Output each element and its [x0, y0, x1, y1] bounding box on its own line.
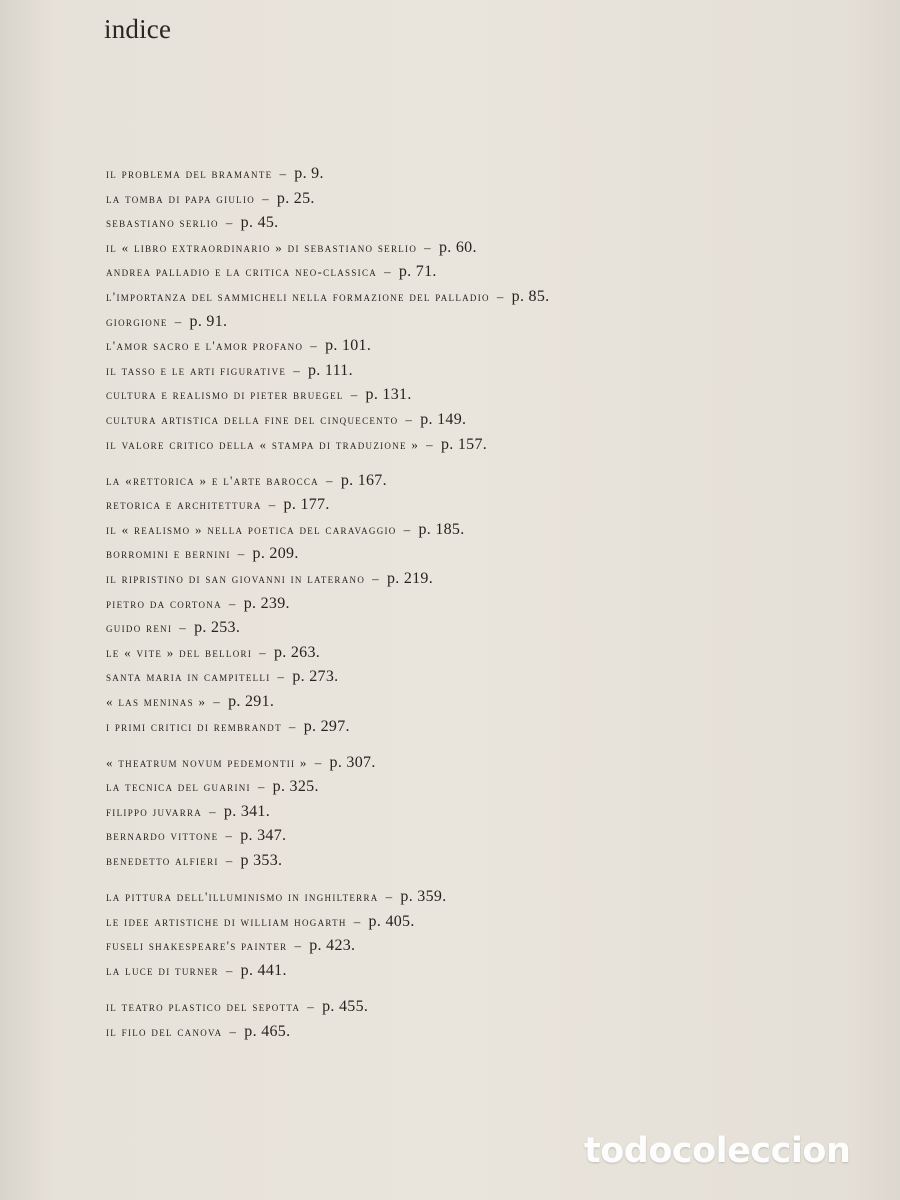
entry-separator: –	[350, 387, 359, 403]
entry-title: fuseli shakespeare's painter	[106, 938, 288, 954]
entry-page-number: p. 45.	[240, 214, 279, 232]
toc-entry	[106, 1020, 860, 1045]
toc-entry	[106, 187, 860, 212]
entry-title: il filo del canova	[106, 1023, 223, 1039]
entry-title: l'amor sacro e l'amor profano	[106, 338, 304, 354]
toc-entry	[106, 959, 860, 984]
entry-title: il ripristino di san giovanni in laterano	[106, 571, 366, 586]
entry-title: la «rettorica » e l'arte barocca	[106, 472, 319, 488]
toc-entry	[106, 775, 860, 800]
entry-separator: –	[262, 190, 270, 206]
entry-page-number: p. 91.	[189, 312, 228, 330]
entry-separator: –	[426, 436, 434, 452]
entry-title: guido reni	[106, 620, 173, 636]
entry-title: sebastiano serlio	[106, 215, 219, 231]
entry-page-number: p. 341.	[223, 802, 271, 820]
entry-page-number: p. 209.	[252, 545, 299, 563]
toc-entry	[106, 383, 860, 408]
entry-separator: –	[294, 938, 303, 954]
toc-entry	[106, 690, 860, 715]
toc-group	[106, 162, 860, 457]
entry-separator: –	[213, 693, 222, 709]
entry-separator: –	[225, 828, 234, 844]
entry-separator: –	[228, 595, 237, 611]
toc-entry	[106, 885, 860, 910]
entry-separator: –	[225, 962, 234, 978]
entry-title: i primi critici di rembrandt	[106, 718, 282, 734]
entry-separator: –	[293, 362, 301, 378]
entry-separator: –	[314, 754, 323, 770]
entry-page-number: p. 291.	[228, 692, 275, 710]
entry-separator: –	[353, 913, 362, 929]
entry-title: il valore critico della « stampa di traduzione »	[106, 436, 420, 452]
table-of-contents	[106, 162, 860, 1056]
entry-separator: –	[259, 644, 267, 660]
entry-page-number: p. 465.	[244, 1022, 291, 1040]
toc-entry	[106, 995, 860, 1020]
entry-title: pietro da cortona	[106, 595, 222, 611]
entry-page-number: p. 157.	[440, 435, 488, 453]
entry-separator: –	[326, 472, 334, 488]
entry-separator: –	[179, 620, 188, 636]
entry-separator: –	[403, 521, 412, 537]
entry-title: l'importanza del sammicheli nella formazione del palladio	[106, 288, 490, 304]
toc-entry	[106, 849, 860, 874]
entry-title: la pittura dell'illuminismo in inghilterra	[106, 889, 379, 905]
toc-entry	[106, 469, 860, 494]
entry-separator: –	[372, 571, 380, 586]
entry-separator: –	[424, 239, 432, 255]
entry-title: cultura e realismo di pieter bruegel	[106, 387, 344, 403]
entry-separator: –	[225, 853, 234, 869]
entry-page-number: p. 347.	[240, 827, 287, 845]
entry-page-number: p. 9.	[294, 165, 324, 182]
entry-title: il teatro plastico del sepotta	[106, 999, 301, 1014]
entry-title: le idee artistiche di william hogarth	[106, 913, 347, 929]
entry-title: giorgione	[106, 313, 168, 329]
entry-title: la luce di turner	[106, 962, 219, 978]
entry-page-number: p. 85.	[511, 287, 550, 305]
entry-separator: –	[384, 264, 392, 280]
entry-title: il « libro extraordinario » di sebastiano serlio	[106, 239, 418, 255]
entry-page-number: p. 219.	[386, 570, 434, 587]
entry-title: bernardo vittone	[106, 828, 219, 844]
toc-entry	[106, 800, 860, 825]
entry-page-number: p. 359.	[400, 888, 447, 906]
entry-title: « las meninas »	[106, 693, 207, 709]
entry-separator: –	[229, 1023, 238, 1039]
toc-entry	[106, 310, 860, 335]
entry-title: la tomba di papa giulio	[106, 190, 256, 206]
watermark-logo: todocoleccion	[584, 1131, 851, 1171]
entry-page-number: p 353.	[240, 852, 283, 870]
entry-separator: –	[268, 497, 277, 513]
entry-page-number: p. 60.	[438, 238, 477, 256]
entry-page-number: p. 101.	[325, 337, 372, 355]
entry-title: retorica e architettura	[106, 497, 262, 513]
entry-page-number: p. 239.	[243, 594, 290, 612]
entry-page-number: p. 253.	[194, 619, 241, 637]
entry-title: « theatrum novum pedemontii »	[106, 754, 308, 770]
entry-separator: –	[209, 803, 217, 819]
toc-entry	[106, 433, 860, 458]
entry-title: le « vite » del bellori	[106, 644, 253, 660]
toc-entry	[106, 641, 860, 666]
entry-page-number: p. 167.	[340, 471, 387, 489]
entry-page-number: p. 177.	[283, 496, 330, 514]
entry-title: la tecnica del guarini	[106, 779, 251, 795]
toc-entry	[106, 934, 860, 959]
entry-title: il « realismo » nella poetica del caravaggio	[106, 521, 397, 537]
entry-page-number: p. 455.	[322, 998, 369, 1015]
toc-entry	[106, 824, 860, 849]
entry-title: andrea palladio e la critica neo-classica	[106, 264, 378, 280]
entry-separator: –	[237, 546, 246, 562]
entry-page-number: p. 263.	[273, 643, 321, 661]
toc-entry	[106, 592, 860, 617]
toc-entry	[106, 567, 860, 592]
entry-title: santa maria in campitelli	[106, 669, 271, 685]
entry-page-number: p. 423.	[309, 937, 356, 955]
toc-group	[106, 469, 860, 740]
entry-page-number: p. 273.	[292, 668, 339, 686]
toc-entry	[106, 910, 860, 935]
entry-title: benedetto alfieri	[106, 853, 219, 869]
entry-separator: –	[310, 338, 319, 354]
toc-group	[106, 751, 860, 874]
entry-page-number: p. 111.	[308, 361, 353, 379]
toc-entry	[106, 408, 860, 433]
toc-entry	[106, 542, 860, 567]
toc-group	[106, 995, 860, 1044]
entry-page-number: p. 149.	[420, 410, 467, 428]
entry-page-number: p. 405.	[368, 912, 415, 930]
toc-entry	[106, 493, 860, 518]
toc-entry	[106, 260, 860, 285]
page-title: indice	[104, 14, 172, 44]
toc-entry	[106, 359, 860, 384]
toc-entry	[106, 518, 860, 543]
toc-entry	[106, 665, 860, 690]
toc-group	[106, 885, 860, 983]
toc-entry	[106, 334, 860, 359]
entry-title: il problema del bramante	[106, 166, 273, 181]
entry-page-number: p. 185.	[418, 520, 465, 538]
entry-page-number: p. 297.	[303, 717, 350, 735]
toc-entry	[106, 715, 860, 740]
entry-page-number: p. 307.	[329, 753, 376, 771]
toc-entry	[106, 162, 860, 187]
entry-title: filippo juvarra	[106, 803, 203, 819]
entry-separator: –	[385, 889, 394, 905]
entry-separator: –	[277, 669, 286, 685]
entry-title: borromini e bernini	[106, 546, 231, 562]
entry-separator: –	[496, 288, 505, 304]
entry-separator: –	[307, 999, 316, 1014]
entry-separator: –	[257, 779, 266, 795]
entry-page-number: p. 25.	[276, 189, 315, 207]
toc-entry	[106, 236, 860, 261]
toc-entry	[106, 616, 860, 641]
entry-separator: –	[174, 313, 183, 329]
entry-page-number: p. 441.	[240, 961, 287, 979]
entry-separator: –	[405, 411, 414, 427]
entry-title: il tasso e le arti figurative	[106, 362, 287, 378]
entry-separator: –	[225, 215, 234, 231]
entry-separator: –	[279, 166, 288, 181]
entry-page-number: p. 131.	[365, 386, 412, 404]
toc-entry	[106, 285, 860, 310]
entry-page-number: p. 325.	[272, 778, 319, 796]
entry-separator: –	[288, 718, 297, 734]
toc-entry	[106, 211, 860, 236]
toc-entry	[106, 751, 860, 776]
entry-title: cultura artistica della fine del cinquecento	[106, 411, 399, 427]
entry-page-number: p. 71.	[398, 263, 437, 281]
